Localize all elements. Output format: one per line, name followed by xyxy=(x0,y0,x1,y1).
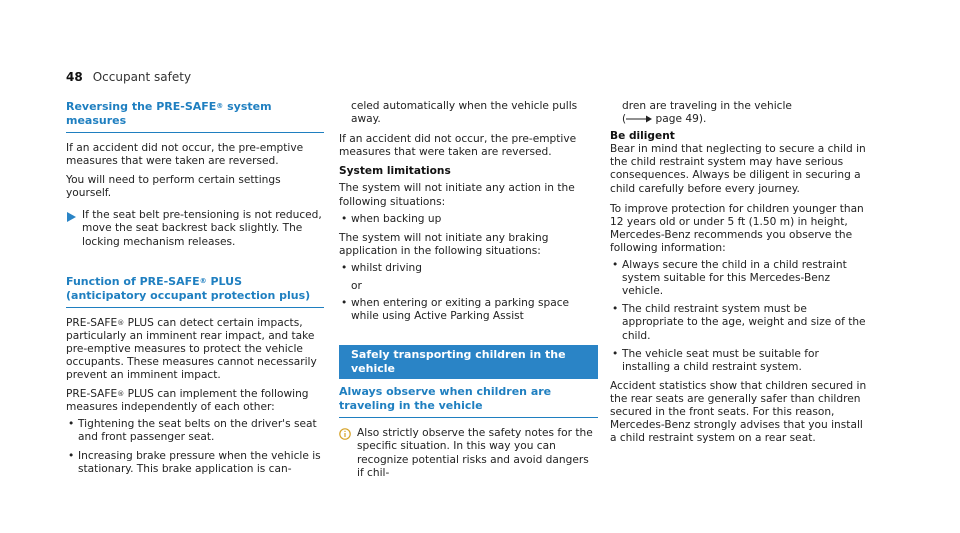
title-text: PLUS (anticipatory occupant protection plus) xyxy=(66,274,311,302)
paragraph: If an accident did not occur, the pre-emptive measures that were taken are reversed. xyxy=(339,133,577,159)
page-number: 48 xyxy=(66,70,83,84)
paragraph xyxy=(66,317,324,382)
paragraph: Bear in mind that neglecting to secure a child in the child restraint system may have serious consequences. Always be diligent in securing a child carefully before every journey. xyxy=(610,143,866,195)
list-item: • Tightening the seat belts on the driver's seat and front passenger seat. xyxy=(66,418,324,444)
heading-system-limitations: System limitations xyxy=(339,165,451,178)
section-title-reversing xyxy=(66,100,324,133)
continued-text: celed automatically when the vehicle pulls away. xyxy=(351,100,578,126)
bullet-list xyxy=(610,259,870,374)
list-item: • The vehicle seat must be suitable for installing a child restraint system. xyxy=(610,348,870,374)
paragraph: If an accident did not occur, the pre-emptive measures that were taken are reversed. xyxy=(66,142,304,168)
list-item: • Always secure the child in a child restraint system suitable for this Mercedes-Benz vehicle. xyxy=(610,259,870,298)
column-2 xyxy=(339,100,598,480)
list-item: • when backing up xyxy=(339,213,598,226)
bullet-list xyxy=(339,262,598,275)
section-title-function xyxy=(66,275,324,308)
text: PRE-SAFE xyxy=(66,316,118,329)
arrow-right-icon xyxy=(626,115,652,123)
reference-page: page 49). xyxy=(655,113,707,126)
section-banner: Safely transporting children in the vehicle xyxy=(339,345,598,379)
registered-mark: ® xyxy=(117,390,125,399)
section-subtitle: Always observe when children are traveling in the vehicle xyxy=(339,385,598,418)
text: PRE-SAFE xyxy=(66,388,118,401)
note xyxy=(339,427,598,479)
column-3 xyxy=(610,100,870,445)
title-text: Function of PRE-SAFE xyxy=(66,274,200,288)
list-item: • when entering or exiting a parking space while using Active Parking Assist xyxy=(339,297,598,323)
continued-text: dren are traveling in the vehicle xyxy=(622,100,792,112)
or-text: or xyxy=(351,280,362,293)
list-item: • Increasing brake pressure when the vehicle is stationary. This brake application is can- xyxy=(66,450,324,476)
title-text: Reversing the PRE-SAFE xyxy=(66,100,217,113)
registered-mark: ® xyxy=(216,102,224,110)
list-item: • The child restraint system must be appropriate to the age, weight and size of the child. xyxy=(610,303,870,342)
paragraph: The system will not initiate any braking application in the following situations: xyxy=(339,231,549,257)
paragraph: To improve protection for children younger than 12 years old or under 5 ft (1.50 m) in height, Mercedes-Benz recommends you observe the following information: xyxy=(610,202,864,254)
paragraph: The system will not initiate any action in the following situations: xyxy=(339,182,575,208)
info-circle-icon xyxy=(339,428,351,440)
page-reference[interactable] xyxy=(610,113,870,126)
text: PLUS can detect certain impacts, particularly an imminent rear impact, and take pre-emptive measures to protect the vehicle occupants. These measures cannot necessarily prevent an imminent impact. xyxy=(66,316,317,382)
column-1 xyxy=(66,100,324,481)
note-text: Also strictly observe the safety notes for the specific situation. In this way you can recognize potential risks and avoid dangers if chil- xyxy=(357,427,593,479)
play-triangle-icon xyxy=(66,212,76,222)
text: PLUS can implement the following measures independently of each other: xyxy=(66,388,309,414)
bullet-list xyxy=(66,418,324,475)
paragraph: You will need to perform certain settings yourself. xyxy=(66,174,281,200)
title-text: system measures xyxy=(66,100,272,127)
action-text: If the seat belt pre-tensioning is not reduced, move the seat backrest back slightly. The locking mechanism releases. xyxy=(82,209,322,248)
paragraph: Accident statistics show that children secured in the rear seats are generally safer than children secured in the front seats. For this reason, Mercedes-Benz strongly advises that you install a child restraint system on a rear seat. xyxy=(610,379,867,445)
reference-bracket: ( xyxy=(622,113,627,126)
section-name: Occupant safety xyxy=(92,70,192,84)
list-item: • whilst driving xyxy=(339,262,598,275)
registered-mark: ® xyxy=(117,318,125,327)
bullet-list xyxy=(339,213,598,226)
registered-mark: ® xyxy=(199,276,207,285)
page-header xyxy=(66,70,191,86)
heading-be-diligent: Be diligent xyxy=(610,130,675,143)
bullet-list xyxy=(339,297,598,323)
action-step xyxy=(66,209,324,248)
paragraph xyxy=(66,388,324,414)
